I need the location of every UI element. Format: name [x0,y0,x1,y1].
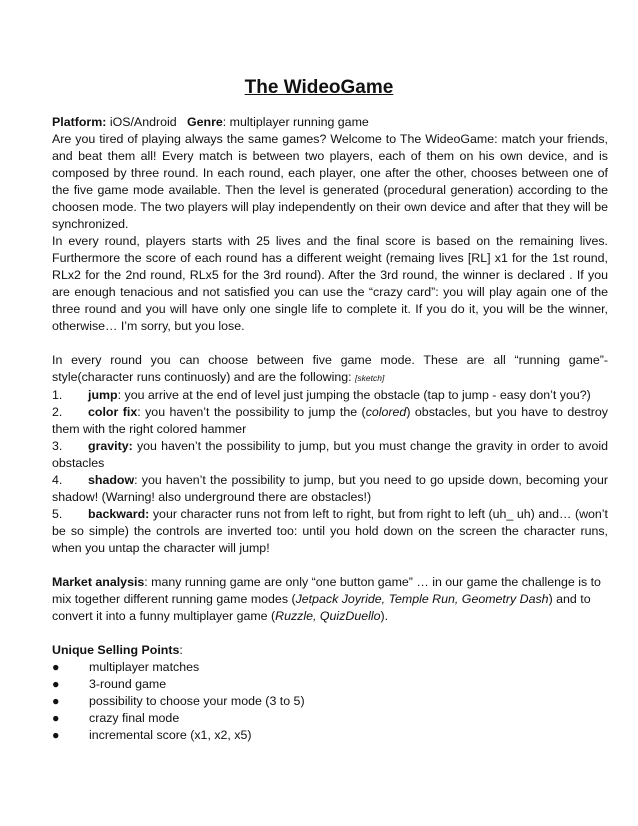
bullet-icon: ● [52,694,60,708]
usp-item-text: incremental score (x1, x2, x5) [89,728,252,742]
usp-item [52,710,608,727]
platform-value: iOS/Android [106,115,177,129]
genre-value: : multiplayer running game [222,115,369,129]
mode-description: : you haven’t the possibility to jump the ( [137,405,366,419]
usp-item [52,659,608,676]
bullet-icon: ● [52,711,60,725]
mode-number: 3. [52,439,63,453]
market-text-b: ) and to convert it into a funny multiplayer game ( [52,592,591,623]
mode-description: : you arrive at the end of level just jumping the obstacle (tap to jump - easy don’t you?) [117,388,591,402]
mode-description-italic: colored [365,405,407,419]
mode-description: : you haven’t the possibility to jump, but you need to go upside down, becoming your shadow! (Warning! also underground there are obstacles!) [52,473,608,504]
mode-number: 1. [52,388,63,402]
platform-genre-line [52,114,608,131]
mode-item-gravity [52,438,608,472]
mode-name: backward: [88,507,150,521]
platform-label: Platform: [52,115,107,129]
usp-item-text: possibility to choose your mode (3 to 5) [89,694,305,708]
modes-intro-text: In every round you can choose between five game mode. These are all “running game”-style(character runs continuosly) and are the following: [52,353,608,384]
mode-item-shadow [52,472,608,506]
mode-name: shadow [88,473,135,487]
mode-description: you haven’t the possibility to jump, but you must change the gravity in order to avoid obstacles [52,439,608,470]
modes-intro-paragraph [52,352,608,387]
market-examples-running: Jetpack Joyride, Temple Run, Geometry Dash [295,592,549,606]
mode-name: jump [88,388,118,402]
document-title: The WideoGame [244,77,394,98]
intro-paragraph: Are you tired of playing always the same games? Welcome to The WideoGame: match your friends, and beat them all! Every match is between two players, each of them on his own device, and is composed by three round. In each round, each player, one after the other, chooses between one of the five game mode available. Then the level is generated (procedural generation) according to the choosen mode. The two players will play independently on their own device and after that they will be synchronized. [52,132,608,231]
usp-colon: : [179,643,183,657]
mode-name: gravity: [88,439,133,453]
usp-heading [52,642,608,659]
bullet-icon: ● [52,660,60,674]
mode-number: 2. [52,405,63,419]
mode-number: 4. [52,473,63,487]
usp-label: Unique Selling Points [52,643,180,657]
market-text-c: ). [380,609,389,623]
market-label: Market analysis [52,575,145,589]
rules-paragraph: In every round, players starts with 25 lives and the final score is based on the remaining lives. Furthermore the score of each round has a different weight (remaing lives [RL] x1 for the 1st round, RLx2 for the 2nd round, RLx5 for the 3rd round). After the 3rd round, the winner is declared . If you are enough tenacious and not satisfied you can use the “crazy card”: you will play again one of the three round and you will have only one single life to complete it. If you do it, you will be the winner, otherwise… I’m sorry, but you lose. [52,234,608,333]
document-body [52,114,608,744]
paragraph-gap [52,335,608,352]
bullet-icon: ● [52,728,60,742]
mode-description: your character runs not from left to right, but from right to left (uh_ uh) and… (won’t be so simple) the controls are inverted too: until you hold down on the screen the character runs, when you untap the character will jump! [52,507,608,555]
genre-label: Genre [186,115,223,129]
mode-item-jump [52,387,608,404]
paragraph-gap [52,557,608,574]
usp-item-text: 3-round game [89,677,167,691]
market-analysis-paragraph [52,574,608,625]
usp-item [52,727,608,744]
market-text-a: : many running game are only “one button game” … in our game the challenge is to mix together different running game modes ( [52,575,601,606]
usp-item [52,693,608,710]
sketch-note: [sketch] [355,373,385,383]
mode-item-backward [52,506,608,557]
mode-number: 5. [52,507,63,521]
usp-item-text: crazy final mode [89,711,180,725]
paragraph-gap [52,625,608,642]
market-examples-multiplayer: Ruzzle, QuizDuello [275,609,381,623]
mode-description-end: ) obstacles, but you have to destroy them with the right colored hammer [52,405,608,436]
mode-item-color-fix [52,404,608,438]
bullet-icon: ● [52,677,60,691]
usp-item [52,676,608,693]
usp-item-text: multiplayer matches [89,660,200,674]
mode-name: color fix [88,405,138,419]
